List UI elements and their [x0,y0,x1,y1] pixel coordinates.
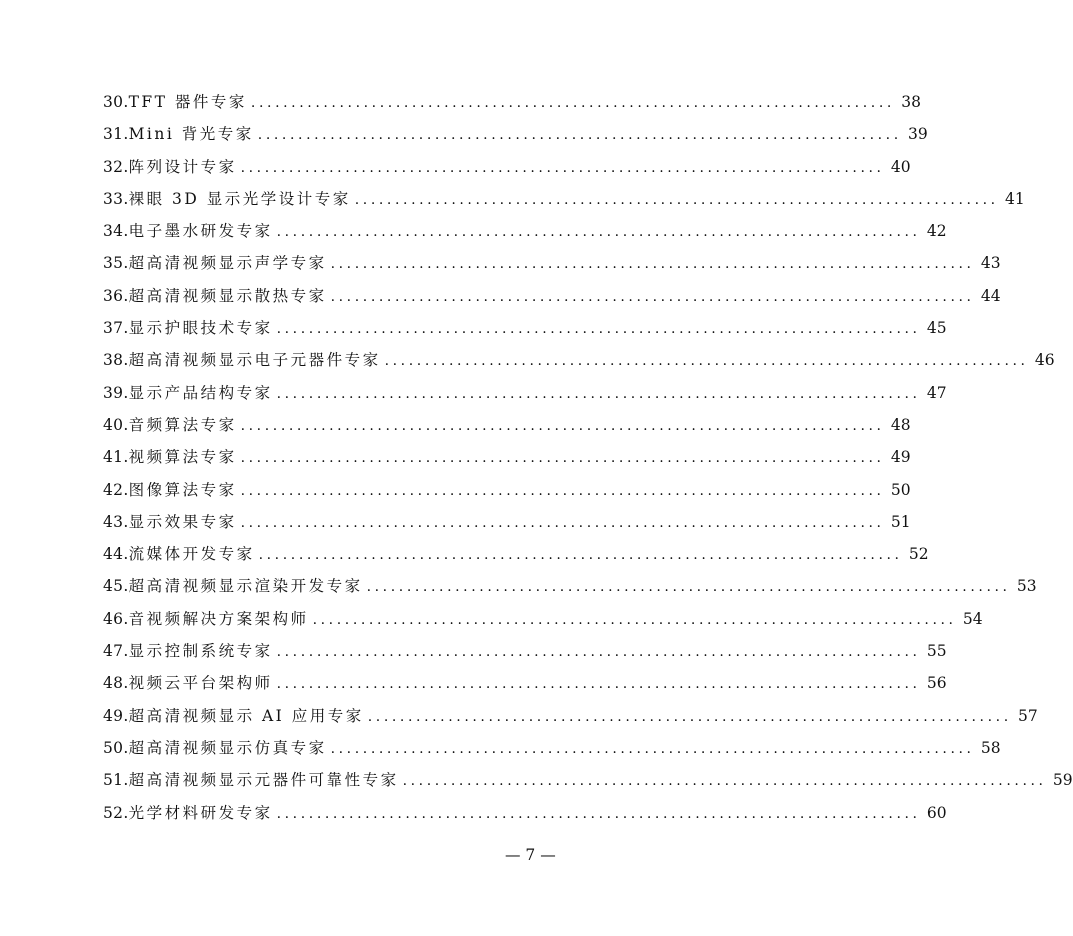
toc-entry-page: 56 [926,674,947,693]
toc-entry-number: 30. [103,93,129,111]
toc-entry-page: 43 [980,254,1001,273]
toc-entry[interactable] [103,86,921,118]
toc-entry-title: 超高清视频显示元器件可靠性专家 [128,771,399,790]
toc-entry-title: 图像算法专家 [128,480,237,499]
toc-dot-leader: ................................................................................ [240,482,885,499]
toc-entry-title: 显示效果专家 [128,512,237,531]
toc-entry-number: 40. [103,415,129,434]
toc-entry-number: 38. [103,351,129,370]
toc-entry-number: 44. [103,545,129,564]
table-of-contents [103,86,1073,829]
toc-entry-title: TFT 器件专家 [128,93,247,111]
toc-entry[interactable] [103,151,911,183]
toc-dot-leader: ................................................................................ [312,611,957,628]
toc-entry-page: 52 [908,545,929,564]
toc-entry-title: 音视频解决方案架构师 [128,609,309,628]
toc-entry-title: 视频算法专家 [128,448,237,467]
toc-entry-number: 31. [103,125,129,144]
toc-entry[interactable] [103,183,1025,215]
toc-entry[interactable] [103,441,911,473]
page-number: — 7 — [505,846,556,864]
toc-entry-page: 38 [901,93,921,111]
toc-entry-number: 43. [103,512,129,531]
toc-dot-leader: ................................................................................ [384,353,1029,370]
toc-entry-number: 39. [103,383,129,402]
toc-entry-title: 超高清视频显示渲染开发专家 [128,577,363,596]
toc-entry-title: 超高清视频显示仿真专家 [128,738,327,757]
toc-entry-page: 58 [980,738,1001,757]
toc-dot-leader: ................................................................................ [276,224,921,241]
toc-entry-page: 57 [1018,706,1038,725]
toc-entry[interactable] [103,603,983,635]
toc-entry-title: 视频云平台架构师 [128,674,273,693]
toc-entry-page: 45 [926,319,947,338]
toc-dot-leader: ................................................................................ [366,579,1011,596]
toc-entry[interactable] [103,635,947,667]
toc-entry-number: 32. [103,157,129,176]
toc-entry-title: 音频算法专家 [128,415,237,434]
toc-entry[interactable] [103,377,947,409]
toc-entry[interactable] [103,506,911,538]
toc-entry-page: 41 [1005,189,1025,208]
toc-entry-title: 显示产品结构专家 [128,383,273,402]
toc-entry-page: 53 [1016,577,1037,596]
toc-entry-page: 48 [890,415,911,434]
toc-dot-leader: ................................................................................ [330,256,975,273]
toc-dot-leader: ................................................................................ [257,127,902,144]
toc-entry[interactable] [103,280,1001,312]
toc-dot-leader: ................................................................................ [276,805,921,822]
toc-dot-leader: ................................................................................ [330,740,975,757]
toc-entry-number: 37. [103,319,129,338]
toc-dot-leader: ................................................................................ [330,288,975,305]
toc-entry-number: 35. [103,254,129,273]
toc-entry[interactable] [103,570,1037,602]
toc-dot-leader: ................................................................................ [354,191,999,208]
toc-entry-number: 47. [103,642,129,661]
toc-entry-title: 超高清视频显示 AI 应用专家 [128,706,364,725]
toc-entry-title: 裸眼 3D 显示光学设计专家 [128,189,351,208]
toc-entry-title: 流媒体开发专家 [128,545,255,564]
toc-entry-number: 33. [103,189,129,208]
toc-entry-page: 49 [890,448,911,467]
toc-dot-leader: ................................................................................ [258,547,903,564]
toc-entry[interactable] [103,667,947,699]
toc-entry-page: 39 [908,125,928,144]
toc-dot-leader: ................................................................................ [367,708,1012,725]
toc-entry-page: 44 [980,286,1001,305]
toc-entry-page: 55 [926,642,947,661]
toc-dot-leader: ................................................................................ [276,385,921,402]
toc-entry-title: 电子墨水研发专家 [128,222,273,241]
toc-entry[interactable] [103,215,947,247]
toc-entry-title: Mini 背光专家 [128,125,254,144]
toc-entry-title: 超高清视频显示电子元器件专家 [128,351,381,370]
toc-entry-page: 60 [926,803,947,822]
toc-entry-title: 超高清视频显示声学专家 [128,254,327,273]
toc-dot-leader: ................................................................................ [240,450,885,467]
toc-entry[interactable] [103,797,947,829]
toc-entry-number: 49. [103,706,129,725]
toc-entry-title: 阵列设计专家 [128,157,237,176]
toc-entry[interactable] [103,700,1038,732]
toc-entry-page: 40 [890,157,911,176]
toc-entry-title: 光学材料研发专家 [128,803,273,822]
toc-entry-number: 45. [103,577,129,596]
toc-entry[interactable] [103,312,947,344]
toc-dot-leader: ................................................................................ [276,321,921,338]
toc-dot-leader: ................................................................................ [402,773,1047,790]
toc-entry-number: 36. [103,286,129,305]
toc-dot-leader: ................................................................................ [276,676,921,693]
toc-entry-page: 59 [1052,771,1073,790]
toc-dot-leader: ................................................................................ [240,159,885,176]
toc-entry-page: 42 [926,222,947,241]
toc-entry[interactable] [103,732,1001,764]
toc-dot-leader: ................................................................................ [276,644,921,661]
toc-entry-page: 50 [890,480,911,499]
toc-entry-title: 显示护眼技术专家 [128,319,273,338]
toc-entry[interactable] [103,538,929,570]
toc-entry-page: 47 [926,383,947,402]
toc-entry-page: 46 [1034,351,1055,370]
toc-entry[interactable] [103,247,1001,279]
toc-entry-title: 超高清视频显示散热专家 [128,286,327,305]
toc-entry-number: 51. [103,771,129,790]
toc-entry-page: 54 [962,609,983,628]
toc-entry-number: 41. [103,448,129,467]
toc-entry-number: 48. [103,674,129,693]
toc-dot-leader: ................................................................................ [240,417,885,434]
toc-dot-leader: ................................................................................ [240,514,885,531]
toc-entry[interactable] [103,118,928,150]
toc-entry[interactable] [103,474,911,506]
toc-entry-page: 51 [890,512,911,531]
toc-dot-leader: ................................................................................ [250,95,895,111]
toc-entry-number: 50. [103,738,129,757]
toc-entry[interactable] [103,344,1055,376]
toc-entry-number: 46. [103,609,129,628]
toc-entry-number: 34. [103,222,129,241]
toc-entry[interactable] [103,764,1073,796]
toc-entry[interactable] [103,409,911,441]
toc-entry-number: 52. [103,803,129,822]
toc-entry-number: 42. [103,480,129,499]
toc-entry-title: 显示控制系统专家 [128,642,273,661]
